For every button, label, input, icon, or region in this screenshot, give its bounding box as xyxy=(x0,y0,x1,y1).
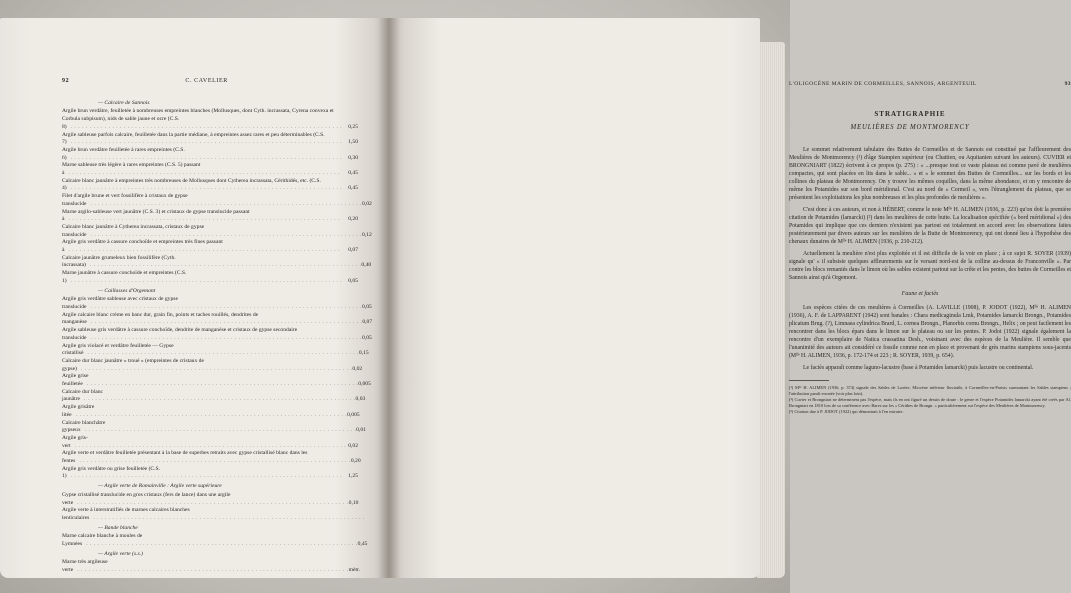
layer-row xyxy=(62,507,358,522)
footnote: (¹) Mˡˡᵉ H. ALIMEN (1936, p. 374) signale des Sables de Lozère, Miocène inférieur fluviatile, à Cormeilles-en-Parisis surmontant les Sables stampiens ; l'attribution paraît erronée (voir plus loin). xyxy=(789,385,1071,396)
layer-description: Calcaire blanc jaunâtre à empreintes très nombreuses de Mollusques dont Cytherea incrassata, Cérithidés, etc. (C.S. 4) xyxy=(62,177,321,192)
layer-row xyxy=(62,327,372,342)
footnote-rule xyxy=(789,380,829,381)
section-heading: — Argile verte de Romainville : Argile verte supérieure xyxy=(98,483,222,490)
layer-thickness: 0,45 xyxy=(348,185,358,192)
right-running-header xyxy=(789,80,1071,88)
layer-row xyxy=(62,193,372,208)
layer-thickness: 0,15 xyxy=(358,350,369,357)
section-heading: — Calcaire de Sannois xyxy=(98,99,150,106)
layer-description: Argile calcaire blanc crème en banc dur, grain fin, points et taches rouillés, dendrites de manganèse xyxy=(62,311,259,326)
layer-row xyxy=(62,108,358,131)
layer-thickness: 0,05 xyxy=(362,334,372,341)
layer-row xyxy=(62,311,373,327)
layer-description: Marne très argileuse verte xyxy=(62,559,108,574)
layer-description: Argile sableuse parfois calcaire, feuilletée dans la partie médiane, à empreintes assez rares et peu déterminables (C.S. 7) xyxy=(62,131,325,146)
layer-row xyxy=(62,388,366,404)
left-page-number: 92 xyxy=(62,78,70,84)
layer-thickness: 0,02 xyxy=(362,200,372,207)
layer-thickness: 1,50 xyxy=(348,139,358,146)
layer-row xyxy=(62,373,371,388)
paragraph: Le faciès apparaît comme laguno-lacustre (base à Potamides lamarcki) puis lacustre ou continental. xyxy=(803,365,1034,371)
layer-row xyxy=(62,147,358,162)
layer-row xyxy=(62,296,372,311)
layer-row xyxy=(62,559,358,574)
left-page xyxy=(0,18,389,578)
left-page-content xyxy=(62,78,373,575)
layer-description: Argile verte et verdâtre feuilletée présentant à la base de superbes retraits avec gypse cristallisé blanc dans les fentes xyxy=(62,450,308,465)
right-page-content xyxy=(789,80,1071,415)
body-text xyxy=(789,146,1071,282)
layer-thickness: 0,25 xyxy=(348,123,358,130)
layer-thickness: 0,20 xyxy=(350,458,361,465)
layer-description: Marne calcaire blanche à moules de Lymnées xyxy=(62,533,143,548)
layer-description: Calcaire dur blanc jaunâtre xyxy=(62,388,103,403)
layer-thickness: 0,30 xyxy=(348,154,358,161)
layer-row xyxy=(62,435,358,450)
layer-row xyxy=(62,254,372,270)
paragraph: Actuellement la meulière n'est plus exploitée et il est difficile de la voir en place ; à ce sujet R. SOYER (1939) signale qu' « il subsiste quelques affleurements sur le versant nord-est de la colline au-dessus de Franconville ». Par contre les blocs remaniés dans le limon où les sables existent partout sur la crête et les pentes, des buttes de Cormeilles et Sannois ainsi qu'à Orgemont. xyxy=(789,251,1071,281)
layer-thickness: 0,02 xyxy=(348,442,358,449)
layer-row xyxy=(62,419,366,435)
layer-description: Argile grise feuilletée xyxy=(62,373,89,388)
layer-thickness: 0,45 xyxy=(357,541,368,548)
page-edges xyxy=(757,42,785,578)
layer-thickness: 0,07 xyxy=(348,247,358,254)
right-page xyxy=(389,18,1071,578)
layer-thickness: 0,07 xyxy=(362,319,373,326)
layer-thickness: 0,05 xyxy=(362,303,372,310)
layer-row xyxy=(62,404,358,419)
layer-description: Argile brun verdâtre feuilletée à rares empreintes (C.S. 6) xyxy=(62,146,185,161)
footnotes xyxy=(789,385,1071,415)
layer-description: Calcaire blanchâtre gypseux xyxy=(62,419,106,434)
layer-thickness: 0,03 xyxy=(355,396,366,403)
stratigraphic-column xyxy=(62,99,373,575)
layer-row xyxy=(62,450,361,465)
layer-row xyxy=(62,492,358,507)
layer-thickness: 0,45 xyxy=(348,170,358,177)
layer-thickness: 0,10 xyxy=(348,499,359,506)
layer-description: Argile sableuse gris verdâtre à cassure conchoïde, dendrite de manganèse et cristaux de gypse secondaire translucide xyxy=(62,327,298,341)
section-heading: — Caillasses d'Orgemont xyxy=(98,287,156,294)
layer-thickness: 0,20 xyxy=(348,216,358,223)
layer-thickness: 0,40 xyxy=(361,262,372,269)
layer-row xyxy=(62,209,358,224)
layer-description: Filet d'argile brune et vert fossilifère à cristaux de gypse translucide xyxy=(62,193,188,207)
layer-thickness: 0,01 xyxy=(356,427,366,434)
layer-description: Calcaire blanc jaunâtre à Cytherea incrassata, cristaux de gypse translucide xyxy=(62,223,205,238)
layer-row xyxy=(62,466,358,481)
layer-description: Argile gris violacé et verdâtre feuilletée — Gypse cristallisé xyxy=(62,342,174,357)
layer-row xyxy=(62,533,368,548)
layer-thickness: mètr. xyxy=(348,567,360,574)
footnote: (²) Cuvier et Brongniart ne déterminent pas l'espèce, mais ils en ont figuré un dessin de doute : le genre et l'espèce Potamides lamarcki ayant été créés par Al. Brongniart en 1810 lors de sa conférence avec Bares sur les « Cérithes de Brongn. » particulièrement sur l'espèce des Meulières de Montmorency. xyxy=(789,397,1071,408)
layer-description: Argile brun verdâtre, feuilletée à nombreuses empreintes blanches (Mollusques, dont Cyth. incrassata, Cyrena convexa et Corbula subpisum), nids de sable jaune et ocre (C.S. 8) xyxy=(62,108,334,130)
layer-description: Argile gris verdâtre à cassure conchoïde et empreintes très fines passant à xyxy=(62,239,223,254)
layer-thickness: 1,25 xyxy=(348,473,358,480)
layer-thickness: 0,005 xyxy=(358,381,371,388)
layer-row xyxy=(62,132,358,147)
footnote: (³) Citation due à P. JODOT (1922) qui démontrait à l'en extraire. xyxy=(789,409,904,414)
layer-thickness: 0,12 xyxy=(362,231,372,238)
layer-row xyxy=(62,270,358,285)
layer-row xyxy=(62,223,372,239)
paragraph: C'est donc à ces auteurs, et non à HÉBERT, comme le note Mˡˡᵉ H. ALIMEN (1936, p. 223) qu'on doit la première citation de Potamides (lamarcki) (²) dans les meulières de cette butte. La localisation spécifiée (« bord méridional ») des Potamides qui implique que ces derniers n'existent pas partout est totalement en accord avec les observations faites postérieurement par divers auteurs sur les meulières de la Butte de Montmorency, qui ont donné lieu à l'hypothèse des chenaux dunaires de Mˡˡᵉ H. ALIMEN (1936, p. 210-212). xyxy=(789,207,1071,245)
layer-thickness: 0,005 xyxy=(347,411,360,418)
layer-row xyxy=(62,239,358,254)
layer-thickness: 0,02 xyxy=(352,365,363,372)
layer-description: Argile grisâtre litée xyxy=(62,404,95,418)
section-heading: — Bande blanche xyxy=(98,524,138,531)
section-title: STRATIGRAPHIE xyxy=(874,110,946,118)
layer-row xyxy=(62,342,369,358)
layer-description: Marne jaunâtre à cassure conchoïde et empreintes (C.S. 1) xyxy=(62,270,187,284)
body-text-2 xyxy=(789,304,1071,372)
layer-row xyxy=(62,178,358,193)
section-subtitle: MEULIÈRES DE MONTMORENCY xyxy=(850,124,970,131)
layer-description: Marne sableuse très légère à rares empreintes (C.S. 5) passant à xyxy=(62,162,201,177)
left-running-header xyxy=(62,78,358,86)
layer-description: Calcaire dur blanc jaunâtre « troué » (empreintes de cristaux de gypse) xyxy=(62,357,204,372)
paragraph: Le sommet relativement tabulaire des Buttes de Cormeilles et de Sannois est constitué par l'affleurement des Meulières de Montmorency (¹) d'âge Stampien supérieur (ou Chattien, ou Aquitanien suivant les auteurs). CUVIER et BRONGNIART (1822) écrivent à ce propos (p. 275) : « ...presque tout ce vaste plateau est comme pavé de meulières compactes, qui sont placées en lits dans le sable... » et « le sommet des Buttes de Cormeilles... sur les bords et les collines du plateau de Montmorency. On y trouve les mêmes coquilles, dans la même abondance, et on y rencontre de même les Potamides sur son bord méridional. C'est au nord de « Cormeil », vers l'étranglement du plateau, que se présentent les exploitations les plus nombreuses et les plus profondes de meulières ». xyxy=(789,147,1071,201)
layer-description: Gypse cristallisé translucide en gros cristaux (fers de lance) dans une argile verte xyxy=(62,491,231,506)
layer-thickness: 0,05 xyxy=(348,277,358,284)
layer-row xyxy=(62,357,363,373)
layer-description: Argile gris verdâtre ou grise feuilletée (C.S. 1) xyxy=(62,465,161,480)
layer-description: Calcaire jaunâtre grumeleux bien fossilifère (Cyth. incrassata) xyxy=(62,254,176,269)
layer-description: Argile gris-vert xyxy=(62,434,88,449)
open-book xyxy=(0,18,1071,578)
subheading: Faune et faciès xyxy=(901,291,939,297)
book-gutter xyxy=(378,18,400,578)
layer-row xyxy=(62,162,358,177)
paragraph: Les espèces citées de ces meulières à Cormeilles (A. LAVILLE (1908), P. JODOT (1922), Mˡˡᵉ H. ALIMEN (1936), A. F. de LAPPARENT (1942) sont banales : Chara medicaginula Lmk, Potamides lamarcki Brongn., Potamides plicatum Brug. (?), Limnaea cylindrica Brard, L. cornea Brongn., Planorbis cornu Brongn., Helix ; on peut facilement les rencontrer dans les blocs épars dans le limon sur le plateau ou sur les pentes. P. Jodot (1922) signale également la rencontre d'un exemplaire de Natica crassatina Desh., voisinant avec des espèces de la Meulière. Il semble que l'unanimité des auteurs ait considéré ce fossile comme non en place et provenant de grès marins stampiens sous-jacents (Mˡˡᵉ H. ALIMEN, 1936, p. 172-174 et 223 ; R. SOYER, 1939, p. 654). xyxy=(789,305,1071,359)
layer-description: Marne argilo-sableuse vert jaunâtre (C.S. 3) et cristaux de gypse translucide passant à xyxy=(62,208,250,223)
left-running-head: C. CAVELIER xyxy=(185,78,228,84)
layer-description: Argile verte à interstratifiés de marnes calcaires blanches lenticulaires xyxy=(62,507,190,521)
right-page-number: 93 xyxy=(1064,81,1071,87)
layer-description: Argile gris verdâtre sableuse avec cristaux de gypse translucide xyxy=(62,296,178,310)
section-heading: — Argile verte (s.s.) xyxy=(98,550,143,557)
right-running-head: L'OLIGOCÈNE MARIN DE CORMEILLES, SANNOIS, ARGENTEUIL xyxy=(789,81,977,87)
